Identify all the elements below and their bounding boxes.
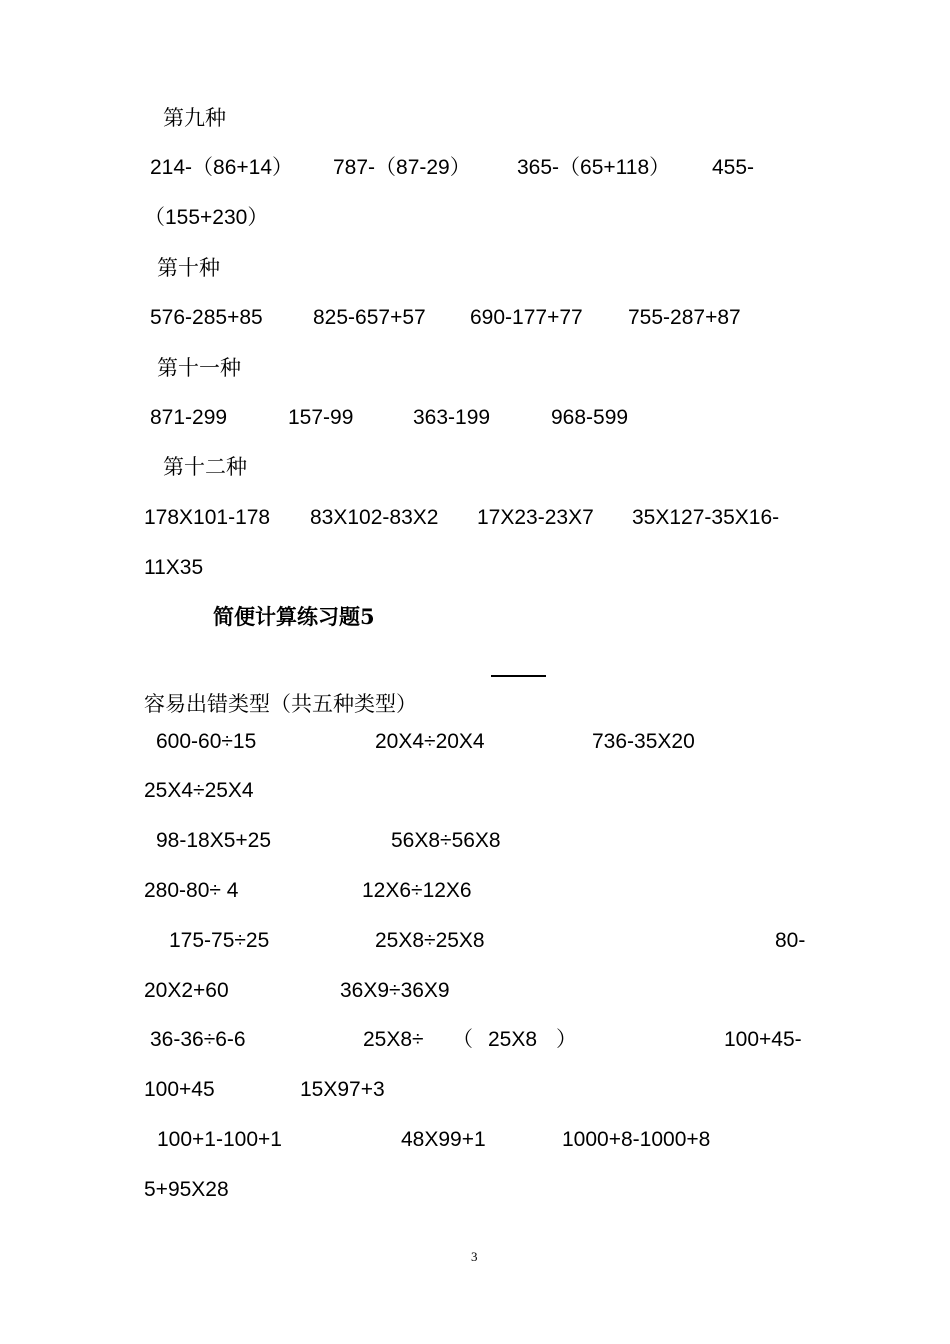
expression: ）: [556, 1028, 577, 1051]
expression: 178X101-178: [144, 506, 271, 529]
expression: 100+45: [144, 1078, 215, 1101]
expression: 363-199: [413, 406, 491, 429]
expression: 25X4÷25X4: [144, 779, 254, 802]
expression: 280-80÷ 4: [144, 879, 239, 902]
expression-continuation: （155+230）: [144, 206, 269, 229]
section-heading-10: 第十种: [157, 256, 220, 280]
expression: 25X8÷25X8: [375, 929, 485, 952]
page-number: 3: [471, 1249, 478, 1264]
expression: 20X2+60: [144, 979, 229, 1002]
expression: 214-（86+14）: [150, 156, 294, 179]
section-heading-9: 第九种: [163, 106, 226, 130]
expression: 35X127-35X16-: [632, 506, 780, 529]
expression: 600-60÷15: [156, 730, 257, 753]
expression: 15X97+3: [300, 1078, 385, 1101]
expression: 690-177+77: [470, 306, 583, 329]
expression: 825-657+57: [313, 306, 426, 329]
expression: 36-36÷6-6: [150, 1028, 246, 1051]
expression: 98-18X5+25: [156, 829, 272, 852]
expression: （: [452, 1028, 473, 1051]
expression: 736-35X20: [592, 730, 695, 753]
expression: 83X102-83X2: [310, 506, 439, 529]
expression: 100+1-100+1: [157, 1128, 282, 1151]
expression: 48X99+1: [401, 1128, 486, 1151]
title-underline: [491, 675, 546, 677]
expression: 1000+8-1000+8: [562, 1128, 711, 1151]
expression: 871-299: [150, 406, 228, 429]
section-heading-11: 第十一种: [157, 356, 241, 380]
expression: 755-287+87: [628, 306, 741, 329]
practice-title: 简便计算练习题5: [213, 604, 375, 629]
expression: 365-（65+118）: [517, 156, 671, 179]
expression: 5+95X28: [144, 1178, 229, 1201]
expression: 455-: [712, 156, 755, 179]
expression: 17X23-23X7: [477, 506, 594, 529]
expression: 12X6÷12X6: [362, 879, 472, 902]
expression: 968-599: [551, 406, 629, 429]
expression: 56X8÷56X8: [391, 829, 501, 852]
expression: 576-285+85: [150, 306, 263, 329]
expression: 25X8: [488, 1028, 538, 1051]
expression: 20X4÷20X4: [375, 730, 485, 753]
expression: 80-: [775, 929, 806, 952]
practice-subtitle: 容易出错类型（共五种类型）: [144, 692, 417, 716]
expression: 175-75÷25: [169, 929, 270, 952]
expression: 787-（87-29）: [333, 156, 471, 179]
expression: 100+45-: [724, 1028, 802, 1051]
section-heading-12: 第十二种: [163, 455, 247, 479]
expression: 25X8÷: [363, 1028, 424, 1051]
expression: 157-99: [288, 406, 354, 429]
expression: 36X9÷36X9: [340, 979, 450, 1002]
expression-continuation: 11X35: [144, 556, 204, 579]
